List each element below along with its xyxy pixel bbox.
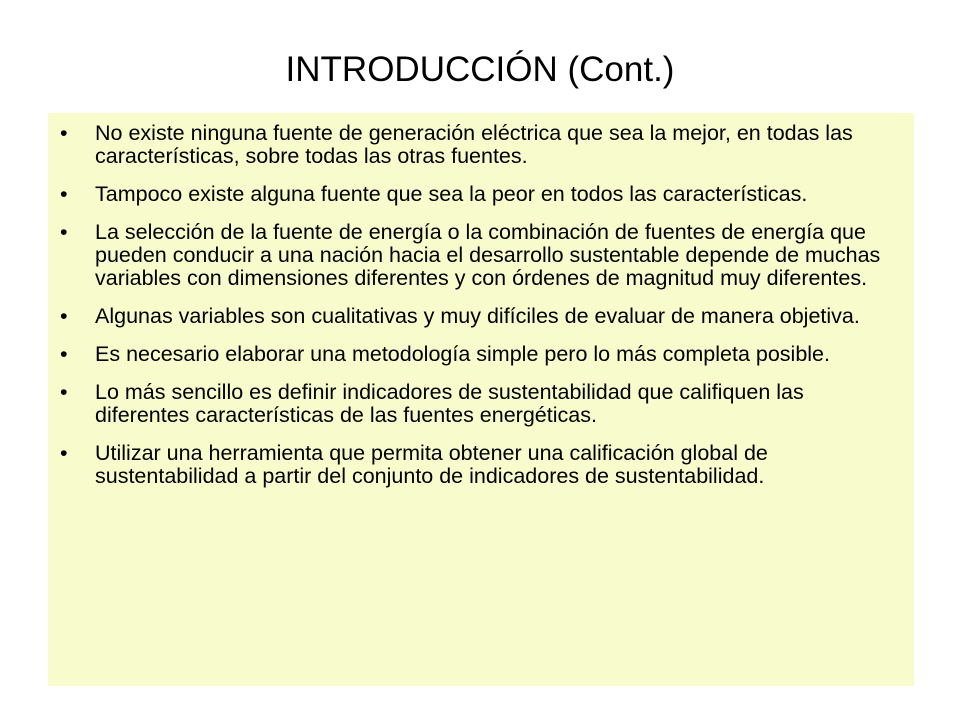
bullet-text: Lo más sencillo es definir indicadores de sustentabilidad que califiquen las diferentes características de las fuentes energéticas. [95,380,804,427]
bullet-dot-icon: • [60,380,68,404]
bullet-text: Es necesario elaborar una metodología simple pero lo más completa posible. [95,342,830,366]
bullet-dot-icon: • [60,220,68,244]
bullet-item [60,183,894,206]
slide-title: INTRODUCCIÓN (Cont.) [285,50,675,89]
bullet-item [60,381,894,427]
bullet-list [60,122,894,488]
bullet-dot-icon: • [60,441,68,465]
bullet-text: Algunas variables son cualitativas y muy difíciles de evaluar de manera objetiva. [95,304,860,328]
bullet-text: No existe ninguna fuente de generación eléctrica que sea la mejor, en todas las características, sobre todas las otras fuentes. [95,121,853,168]
bullet-dot-icon: • [60,342,68,366]
bullet-item [60,221,894,290]
bullet-text: Utilizar una herramienta que permita obtener una calificación global de sustentabilidad a partir del conjunto de indicadores de sustentabilidad. [95,441,768,488]
content-box [48,113,914,686]
bullet-item [60,343,894,366]
bullet-text: Tampoco existe alguna fuente que sea la peor en todos las características. [95,182,808,206]
bullet-text: La selección de la fuente de energía o la combinación de fuentes de energía que pueden conducir a una nación hacia el desarrollo sustentable depende de muchas variables con dimensiones diferentes y con órdenes de magnitud muy diferentes. [95,220,881,290]
bullet-item [60,305,894,328]
bullet-item [60,442,894,488]
bullet-dot-icon: • [60,304,68,328]
bullet-item [60,122,894,168]
bullet-dot-icon: • [60,182,68,206]
bullet-dot-icon: • [60,121,68,145]
